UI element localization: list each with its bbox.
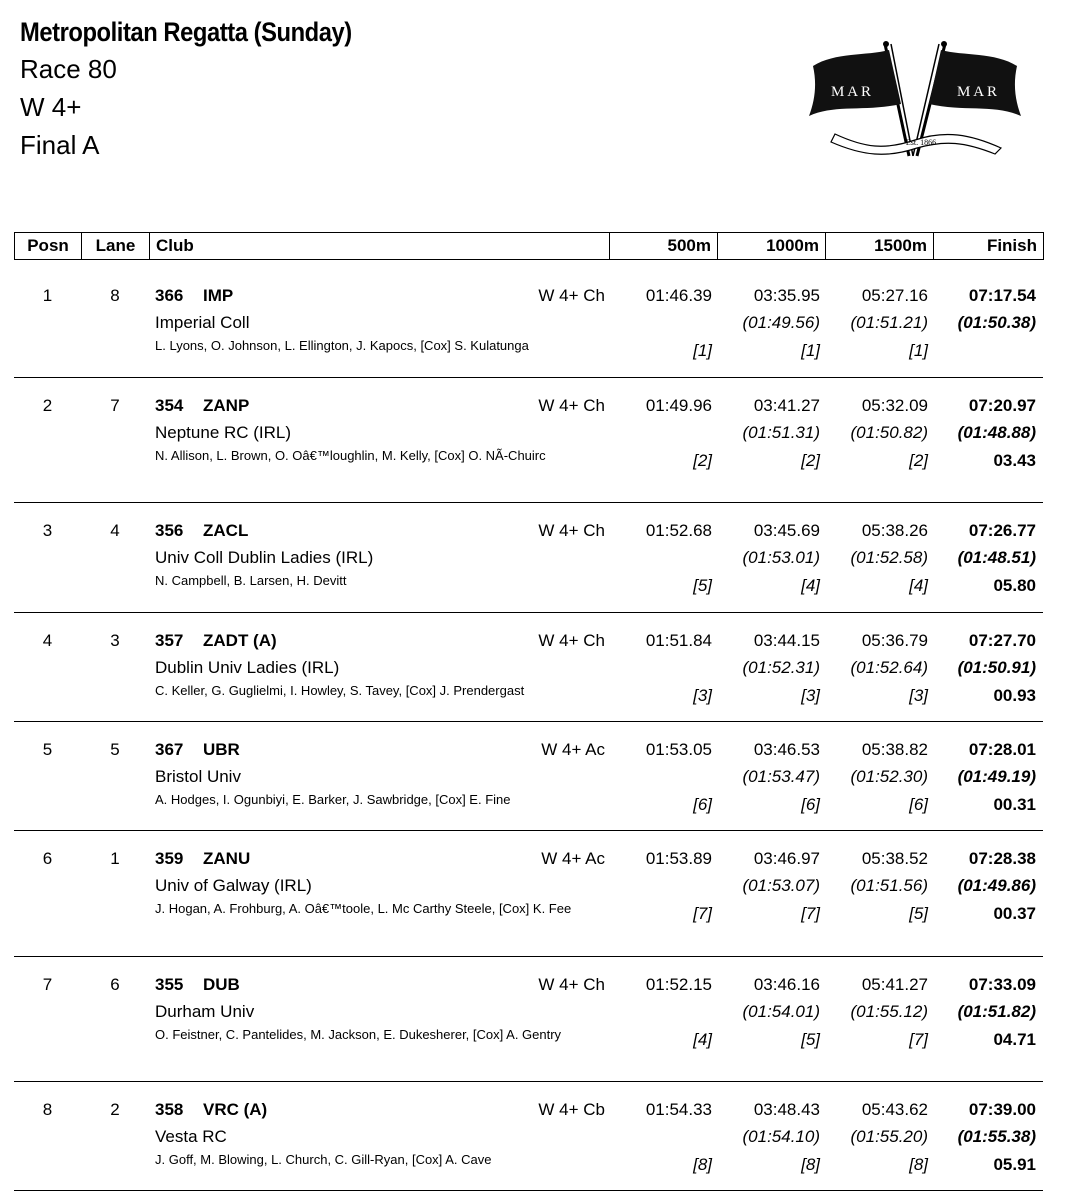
position: 4	[42, 631, 53, 650]
rank-500m: [4]	[693, 1030, 712, 1049]
rank-500m: [8]	[693, 1155, 712, 1174]
lane: 4	[110, 521, 120, 540]
crew-code: ZACL	[203, 521, 249, 540]
time-1000m: 03:45.69	[753, 521, 820, 540]
result-row	[14, 503, 1043, 613]
rank-500m: [5]	[693, 576, 712, 595]
race-number: Race 80	[20, 54, 117, 84]
column-header-finish: Finish	[934, 233, 1044, 260]
rank-1500m: [7]	[909, 1030, 928, 1049]
result-row	[14, 378, 1043, 503]
time-500m: 01:51.84	[645, 631, 712, 650]
finish-margin: 03.43	[993, 451, 1036, 470]
split-finish: (01:48.51)	[957, 548, 1036, 567]
time-finish: 07:33.09	[968, 975, 1036, 994]
crew-code: DUB	[203, 975, 240, 994]
lane: 7	[110, 396, 120, 415]
time-500m: 01:49.96	[645, 396, 712, 415]
finish-margin: 00.31	[993, 795, 1036, 814]
crew-number: 358	[155, 1100, 184, 1119]
crew-list: A. Hodges, I. Ogunbiyi, E. Barker, J. Sawbridge, [Cox] E. Fine	[155, 792, 511, 807]
rank-1000m: [7]	[801, 904, 820, 923]
time-1500m: 05:36.79	[861, 631, 928, 650]
rank-1000m: [6]	[801, 795, 820, 814]
finish-margin: 05.91	[993, 1155, 1036, 1174]
crew-id	[155, 849, 250, 869]
time-1500m: 05:27.16	[861, 286, 928, 305]
split-finish: (01:48.88)	[957, 423, 1036, 442]
club-name: Vesta RC	[155, 1127, 227, 1146]
right-pole-finial	[941, 41, 947, 47]
event-name: W 4+	[20, 92, 82, 122]
time-finish: 07:39.00	[968, 1100, 1036, 1119]
finish-margin: 04.71	[993, 1030, 1036, 1049]
rank-1500m: [3]	[909, 686, 928, 705]
boat-class: W 4+ Ch	[538, 975, 605, 994]
column-header-500m: 500m	[610, 233, 718, 260]
left-flag-icon	[809, 50, 901, 116]
split-1000m: (01:53.07)	[742, 876, 820, 895]
split-finish: (01:49.86)	[957, 876, 1036, 895]
club-name: Durham Univ	[155, 1002, 255, 1021]
rank-1000m: [2]	[801, 451, 820, 470]
boat-class: W 4+ Ch	[538, 521, 605, 540]
time-1500m: 05:41.27	[861, 975, 928, 994]
split-1500m: (01:52.58)	[850, 548, 928, 567]
rank-1500m: [8]	[909, 1155, 928, 1174]
position: 8	[42, 1100, 53, 1119]
rank-1000m: [5]	[801, 1030, 820, 1049]
rank-500m: [2]	[693, 451, 712, 470]
finish-margin: 00.37	[993, 904, 1036, 923]
result-row	[14, 268, 1043, 378]
lane: 3	[110, 631, 120, 650]
split-1500m: (01:51.21)	[850, 313, 928, 332]
split-1000m: (01:49.56)	[742, 313, 820, 332]
split-finish: (01:50.91)	[957, 658, 1036, 677]
crew-list: J. Goff, M. Blowing, L. Church, C. Gill-Ryan, [Cox] A. Cave	[155, 1152, 492, 1167]
crew-id	[155, 521, 248, 541]
crew-list: C. Keller, G. Guglielmi, I. Howley, S. Tavey, [Cox] J. Prendergast	[155, 683, 525, 698]
split-1000m: (01:54.10)	[742, 1127, 820, 1146]
lane: 5	[110, 740, 120, 759]
crew-id	[155, 396, 249, 416]
rank-1000m: [3]	[801, 686, 820, 705]
crew-number: 354	[155, 396, 184, 415]
time-finish: 07:28.01	[968, 740, 1036, 759]
split-finish: (01:55.38)	[957, 1127, 1036, 1146]
time-500m: 01:46.39	[645, 286, 712, 305]
crew-number: 355	[155, 975, 184, 994]
crew-number: 357	[155, 631, 184, 650]
left-flag-text: M A R	[830, 84, 872, 100]
crew-code: IMP	[203, 286, 234, 305]
crew-list: N. Campbell, B. Larsen, H. Devitt	[155, 573, 347, 588]
column-header-posn: Posn	[15, 233, 82, 260]
rank-1000m: [8]	[801, 1155, 820, 1174]
boat-class: W 4+ Ch	[538, 396, 605, 415]
result-row	[14, 831, 1043, 957]
rank-1000m: [1]	[801, 341, 820, 360]
position: 6	[42, 849, 53, 868]
lane: 2	[110, 1100, 120, 1119]
crew-list: N. Allison, L. Brown, O. Oâ€™loughlin, M. Kelly, [Cox] O. NÃ-Chuirc	[155, 448, 546, 463]
time-finish: 07:26.77	[968, 521, 1036, 540]
split-1000m: (01:54.01)	[742, 1002, 820, 1021]
club-name: Univ of Galway (IRL)	[155, 876, 312, 895]
crew-id	[155, 286, 233, 306]
crew-number: 366	[155, 286, 184, 305]
time-1000m: 03:41.27	[753, 396, 820, 415]
time-500m: 01:52.68	[645, 521, 712, 540]
results-table-header	[14, 232, 1044, 260]
club-name: Dublin Univ Ladies (IRL)	[155, 658, 340, 677]
rank-1500m: [2]	[909, 451, 928, 470]
boat-class: W 4+ Ac	[541, 849, 605, 868]
time-1000m: 03:46.53	[753, 740, 820, 759]
split-1500m: (01:50.82)	[850, 423, 928, 442]
crew-list: O. Feistner, C. Pantelides, M. Jackson, E. Dukesherer, [Cox] A. Gentry	[155, 1027, 562, 1042]
crew-number: 356	[155, 521, 184, 540]
regatta-logo	[805, 38, 1025, 160]
crew-id	[155, 740, 240, 760]
boat-class: W 4+ Ch	[538, 631, 605, 650]
crew-list: L. Lyons, O. Johnson, L. Ellington, J. Kapocs, [Cox] S. Kulatunga	[155, 338, 529, 353]
position: 1	[42, 286, 53, 305]
rank-500m: [1]	[693, 341, 712, 360]
result-row	[14, 613, 1043, 722]
boat-class: W 4+ Ac	[541, 740, 605, 759]
split-1000m: (01:53.01)	[742, 548, 820, 567]
split-1500m: (01:51.56)	[850, 876, 928, 895]
boat-class: W 4+ Ch	[538, 286, 605, 305]
result-row	[14, 1082, 1043, 1191]
crew-code: ZANP	[203, 396, 250, 415]
regatta-title: Metropolitan Regatta (Sunday)	[20, 17, 352, 47]
crew-number: 359	[155, 849, 184, 868]
time-finish: 07:20.97	[968, 396, 1036, 415]
time-1000m: 03:44.15	[753, 631, 820, 650]
split-finish: (01:50.38)	[957, 313, 1036, 332]
split-1500m: (01:52.64)	[850, 658, 928, 677]
rank-1500m: [4]	[909, 576, 928, 595]
established-text: Est. 1866	[905, 138, 937, 147]
left-pole-finial	[883, 41, 889, 47]
time-1500m: 05:38.26	[861, 521, 928, 540]
time-500m: 01:53.89	[645, 849, 712, 868]
time-1000m: 03:46.97	[753, 849, 820, 868]
crew-code: ZANU	[203, 849, 251, 868]
lane: 6	[110, 975, 120, 994]
crew-list: J. Hogan, A. Frohburg, A. Oâ€™toole, L. Mc Carthy Steele, [Cox] K. Fee	[155, 901, 572, 916]
finish-margin: 00.93	[993, 686, 1036, 705]
column-header-1000m: 1000m	[718, 233, 826, 260]
time-1500m: 05:43.62	[861, 1100, 928, 1119]
split-1000m: (01:51.31)	[742, 423, 820, 442]
club-name: Imperial Coll	[155, 313, 250, 332]
time-1500m: 05:32.09	[861, 396, 928, 415]
time-500m: 01:54.33	[645, 1100, 712, 1119]
split-1500m: (01:55.12)	[850, 1002, 928, 1021]
time-1000m: 03:35.95	[753, 286, 820, 305]
round-name: Final A	[20, 130, 100, 160]
split-finish: (01:49.19)	[957, 767, 1036, 786]
rank-1000m: [4]	[801, 576, 820, 595]
finish-margin: 05.80	[993, 576, 1036, 595]
lane: 8	[110, 286, 120, 305]
position: 5	[42, 740, 53, 759]
rank-500m: [6]	[693, 795, 712, 814]
rank-1500m: [5]	[909, 904, 928, 923]
time-1500m: 05:38.82	[861, 740, 928, 759]
position: 3	[42, 521, 53, 540]
crew-id	[155, 1100, 267, 1120]
crew-id	[155, 631, 277, 651]
split-1500m: (01:55.20)	[850, 1127, 928, 1146]
lane: 1	[110, 849, 120, 868]
crew-code: ZADT (A)	[203, 631, 277, 650]
boat-class: W 4+ Cb	[538, 1100, 605, 1119]
crew-code: VRC (A)	[203, 1100, 268, 1119]
page-header	[20, 14, 397, 164]
crew-number: 367	[155, 740, 184, 759]
crew-id	[155, 975, 240, 995]
time-500m: 01:52.15	[645, 975, 712, 994]
time-finish: 07:28.38	[968, 849, 1036, 868]
rank-500m: [7]	[693, 904, 712, 923]
time-finish: 07:27.70	[968, 631, 1036, 650]
rank-1500m: [1]	[909, 341, 928, 360]
time-1000m: 03:48.43	[753, 1100, 820, 1119]
position: 2	[42, 396, 53, 415]
result-row	[14, 722, 1043, 831]
split-1000m: (01:53.47)	[742, 767, 820, 786]
club-name: Univ Coll Dublin Ladies (IRL)	[155, 548, 374, 567]
column-header-club: Club	[150, 233, 610, 260]
rank-1500m: [6]	[909, 795, 928, 814]
time-1500m: 05:38.52	[861, 849, 928, 868]
result-row	[14, 957, 1043, 1082]
split-finish: (01:51.82)	[957, 1002, 1036, 1021]
time-1000m: 03:46.16	[753, 975, 820, 994]
time-finish: 07:17.54	[968, 286, 1036, 305]
position: 7	[42, 975, 53, 994]
time-500m: 01:53.05	[645, 740, 712, 759]
right-flag-text: M A R	[956, 84, 998, 100]
column-header-lane: Lane	[82, 233, 150, 260]
rank-500m: [3]	[693, 686, 712, 705]
column-header-1500m: 1500m	[826, 233, 934, 260]
split-1500m: (01:52.30)	[850, 767, 928, 786]
club-name: Bristol Univ	[155, 767, 241, 786]
split-1000m: (01:52.31)	[742, 658, 820, 677]
club-name: Neptune RC (IRL)	[155, 423, 292, 442]
results-list	[14, 268, 1043, 1191]
right-flag-icon	[929, 50, 1021, 116]
crew-code: UBR	[203, 740, 240, 759]
